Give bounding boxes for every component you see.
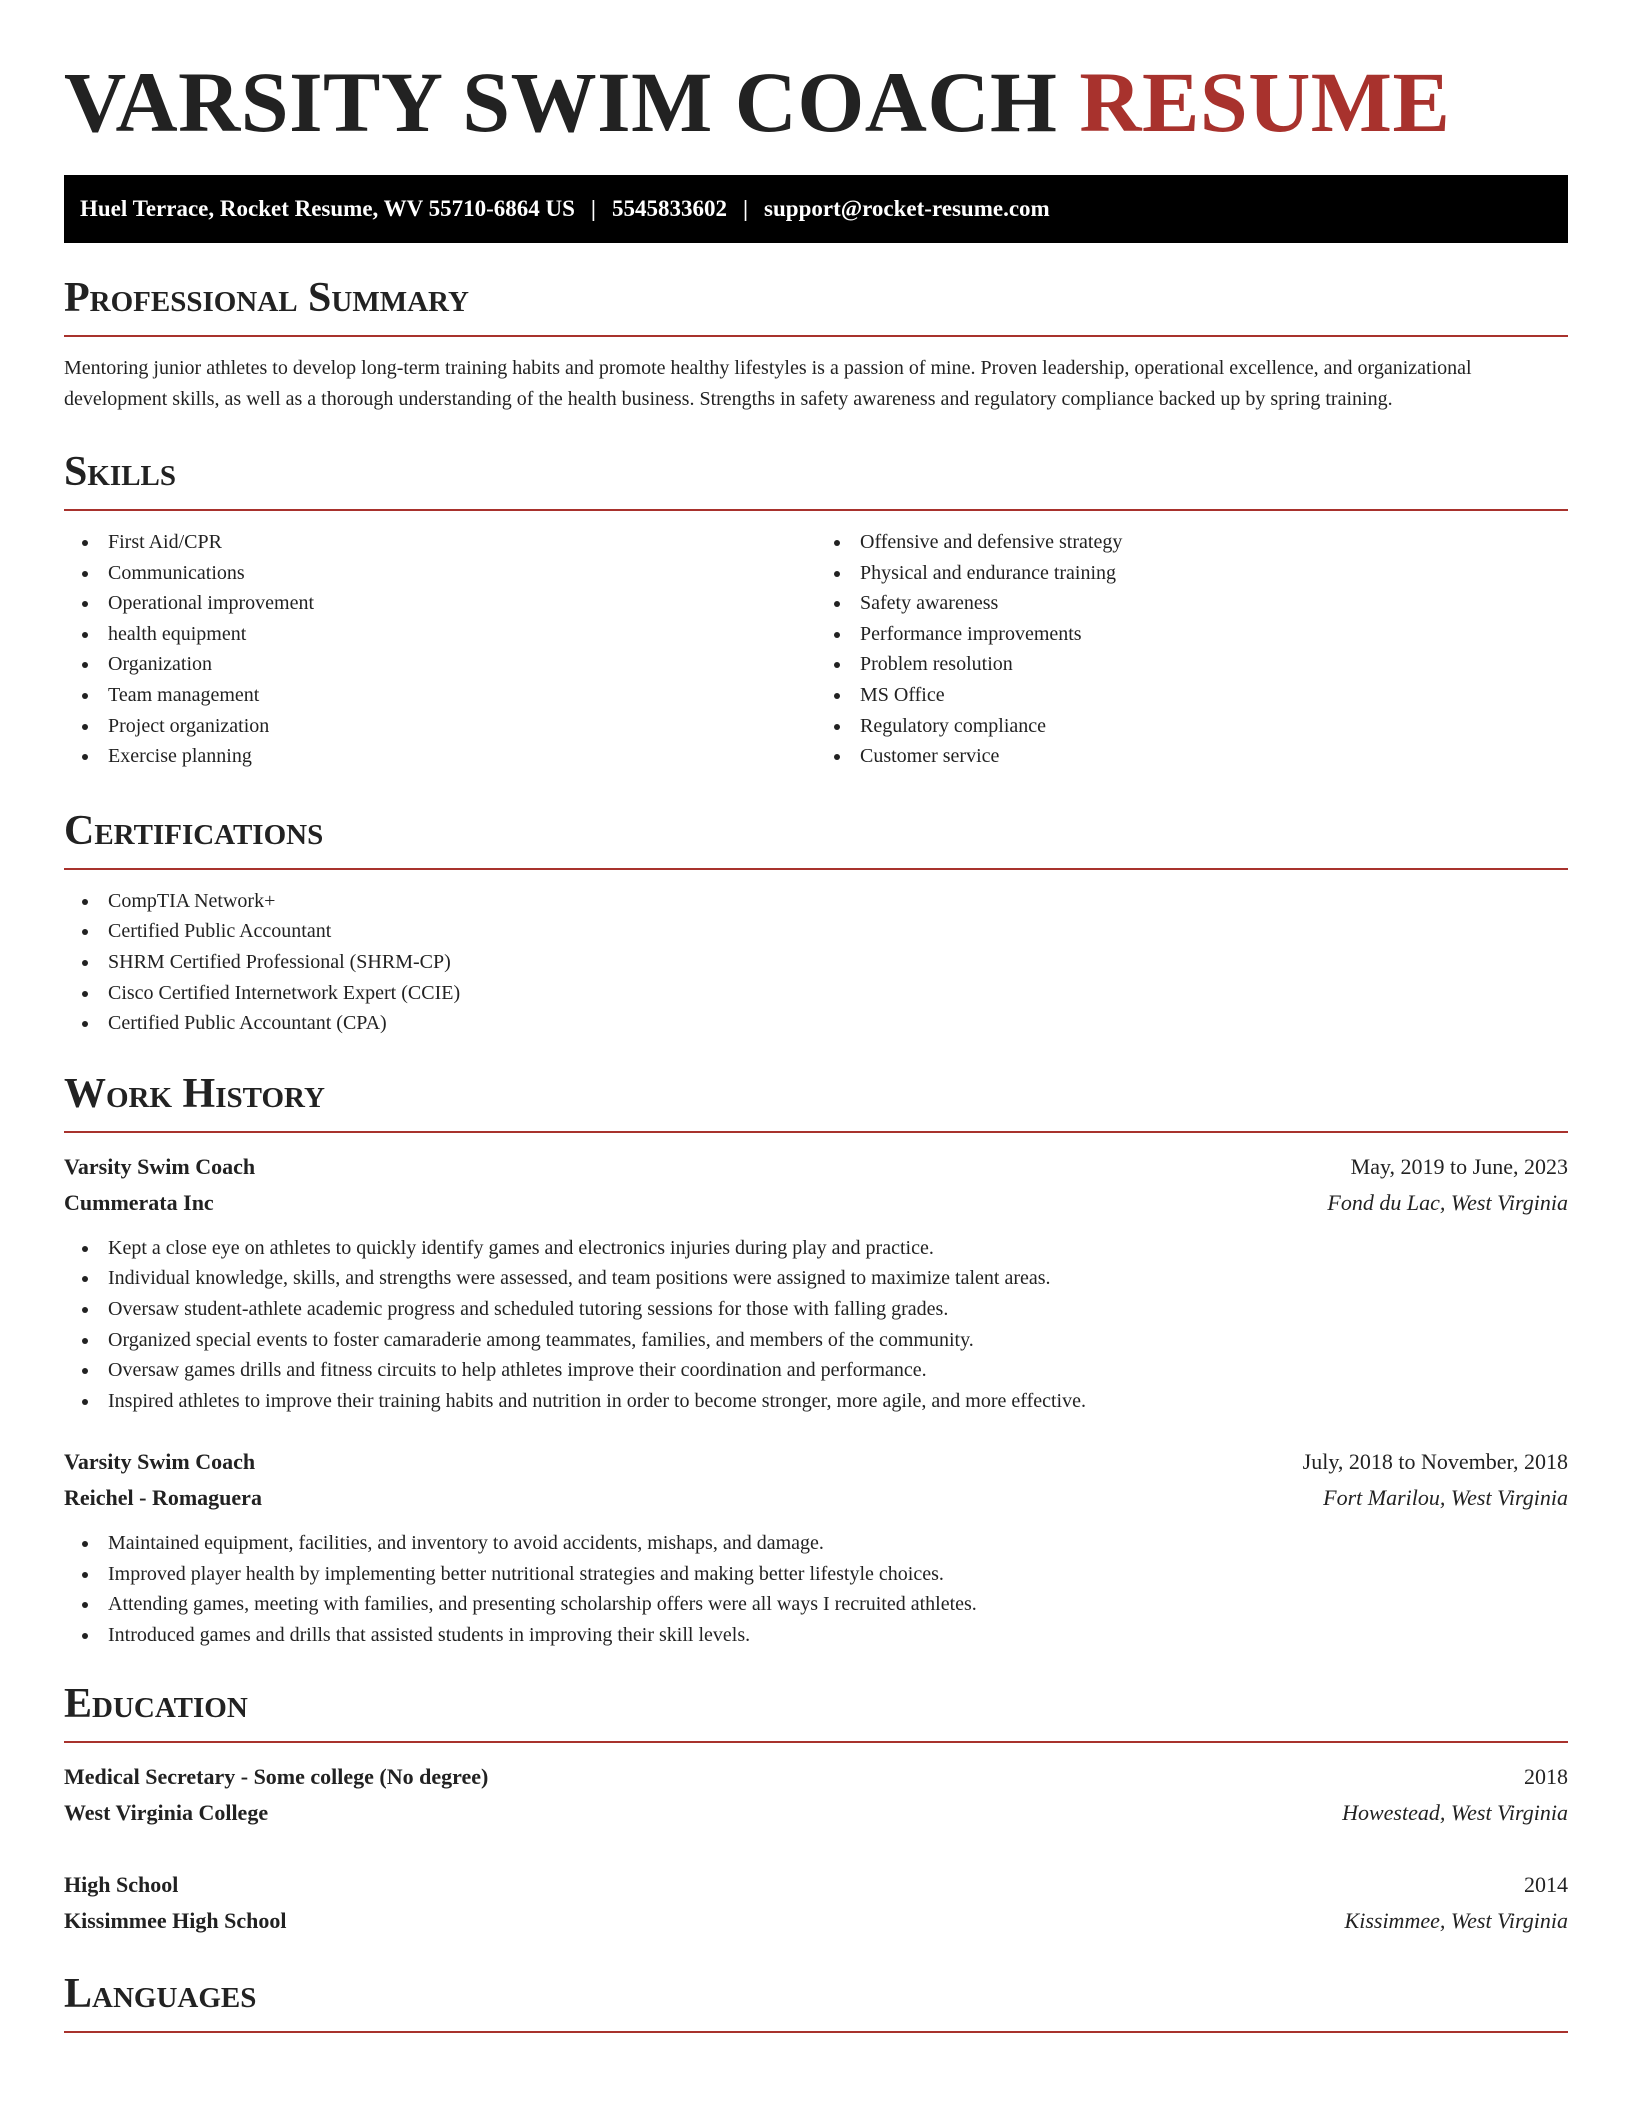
languages-section	[64, 1969, 1568, 2033]
list-item: Oversaw games drills and fitness circuits to help athletes improve their coordination and performance.	[64, 1355, 1568, 1386]
job-location: Fond du Lac, West Virginia	[1327, 1189, 1568, 1215]
work-entry-subheader	[64, 1185, 1568, 1221]
section-heading-languages: Languages	[64, 1969, 1568, 2033]
education-entry-header	[64, 1867, 1568, 1903]
skills-list-right	[816, 527, 1568, 772]
title-main: VARSITY SWIM COACH	[64, 54, 1058, 150]
company-name: Cummerata Inc	[64, 1189, 214, 1215]
list-item: Inspired athletes to improve their training habits and nutrition in order to become stronger, more agile, and more effective.	[64, 1386, 1568, 1417]
job-duties-list	[64, 1233, 1568, 1417]
degree-name: High School	[64, 1871, 179, 1897]
education-entry-subheader	[64, 1903, 1568, 1939]
education-entry	[64, 1867, 1568, 1939]
list-item: Introduced games and drills that assisted students in improving their skill levels.	[64, 1620, 1568, 1651]
skills-grid	[64, 527, 1568, 772]
list-item: Communications	[64, 558, 816, 589]
contact-address: Huel Terrace, Rocket Resume, WV 55710-6864 US	[80, 196, 575, 221]
job-dates: July, 2018 to November, 2018	[1302, 1449, 1568, 1475]
list-item: Project organization	[64, 711, 816, 742]
school-name: West Virginia College	[64, 1799, 269, 1825]
list-item: Individual knowledge, skills, and strengths were assessed, and team positions were assigned to maximize talent areas.	[64, 1263, 1568, 1294]
contact-separator: |	[590, 196, 596, 221]
work-entry-header	[64, 1444, 1568, 1480]
education-entry	[64, 1759, 1568, 1831]
school-location: Kissimmee, West Virginia	[1344, 1907, 1568, 1933]
list-item: Organized special events to foster camaraderie among teammates, families, and members of the community.	[64, 1325, 1568, 1356]
list-item: First Aid/CPR	[64, 527, 816, 558]
education-entry-header	[64, 1759, 1568, 1795]
section-heading-summary: Professional Summary	[64, 273, 1568, 337]
list-item: Exercise planning	[64, 741, 816, 772]
work-history-section	[64, 1069, 1568, 1651]
job-title: Varsity Swim Coach	[64, 1153, 256, 1179]
list-item: Maintained equipment, facilities, and inventory to avoid accidents, mishaps, and damage.	[64, 1528, 1568, 1559]
school-location: Howestead, West Virginia	[1342, 1799, 1568, 1825]
resume-title	[64, 52, 1568, 152]
list-item: Operational improvement	[64, 588, 816, 619]
work-entry	[64, 1149, 1568, 1417]
list-item: Physical and endurance training	[816, 558, 1568, 589]
contact-email: support@rocket-resume.com	[764, 196, 1050, 221]
contact-phone: 5545833602	[611, 196, 727, 221]
list-item: Attending games, meeting with families, and presenting scholarship offers were all ways I recruited athletes.	[64, 1589, 1568, 1620]
list-item: SHRM Certified Professional (SHRM-CP)	[64, 947, 1568, 978]
certifications-section	[64, 806, 1568, 1039]
list-item: Organization	[64, 649, 816, 680]
certifications-list	[64, 886, 1568, 1039]
professional-summary-section	[64, 273, 1568, 415]
job-dates: May, 2019 to June, 2023	[1350, 1153, 1568, 1179]
list-item: Kept a close eye on athletes to quickly identify games and electronics injuries during play and practice.	[64, 1233, 1568, 1264]
section-heading-skills: Skills	[64, 447, 1568, 511]
section-heading-education: Education	[64, 1679, 1568, 1743]
work-entry-header	[64, 1149, 1568, 1185]
list-item: health equipment	[64, 619, 816, 650]
graduation-year: 2018	[1524, 1763, 1568, 1789]
education-section	[64, 1679, 1568, 1939]
contact-separator: |	[742, 196, 749, 221]
list-item: Problem resolution	[816, 649, 1568, 680]
list-item: CompTIA Network+	[64, 886, 1568, 917]
list-item: Safety awareness	[816, 588, 1568, 619]
skills-section	[64, 447, 1568, 772]
list-item: Certified Public Accountant (CPA)	[64, 1008, 1568, 1039]
section-heading-certifications: Certifications	[64, 806, 1568, 870]
work-entry-subheader	[64, 1480, 1568, 1516]
skills-list-left	[64, 527, 816, 772]
list-item: Improved player health by implementing better nutritional strategies and making better lifestyle choices.	[64, 1559, 1568, 1590]
job-title: Varsity Swim Coach	[64, 1449, 256, 1475]
degree-name: Medical Secretary - Some college (No degree)	[64, 1763, 489, 1789]
section-heading-work-history: Work History	[64, 1069, 1568, 1133]
contact-bar	[64, 175, 1568, 243]
graduation-year: 2014	[1524, 1871, 1568, 1897]
list-item: MS Office	[816, 680, 1568, 711]
list-item: Performance improvements	[816, 619, 1568, 650]
list-item: Regulatory compliance	[816, 711, 1568, 742]
work-entry	[64, 1444, 1568, 1650]
job-duties-list	[64, 1528, 1568, 1650]
list-item: Oversaw student-athlete academic progress and scheduled tutoring sessions for those with falling grades.	[64, 1294, 1568, 1325]
list-item: Team management	[64, 680, 816, 711]
education-entry-subheader	[64, 1795, 1568, 1831]
summary-text: Mentoring junior athletes to develop long-term training habits and promote healthy lifestyles is a passion of mine. Proven leadership, operational excellence, and organizational development skills, as well as a thorough understanding of the health business. Strengths in safety awareness and regulatory compliance backed up by spring training.	[64, 357, 1472, 410]
list-item: Certified Public Accountant	[64, 916, 1568, 947]
list-item: Offensive and defensive strategy	[816, 527, 1568, 558]
list-item: Cisco Certified Internetwork Expert (CCIE)	[64, 978, 1568, 1009]
list-item: Customer service	[816, 741, 1568, 772]
school-name: Kissimmee High School	[64, 1907, 287, 1933]
company-name: Reichel - Romaguera	[64, 1485, 262, 1511]
title-accent: RESUME	[1079, 54, 1451, 150]
job-location: Fort Marilou, West Virginia	[1323, 1485, 1568, 1511]
